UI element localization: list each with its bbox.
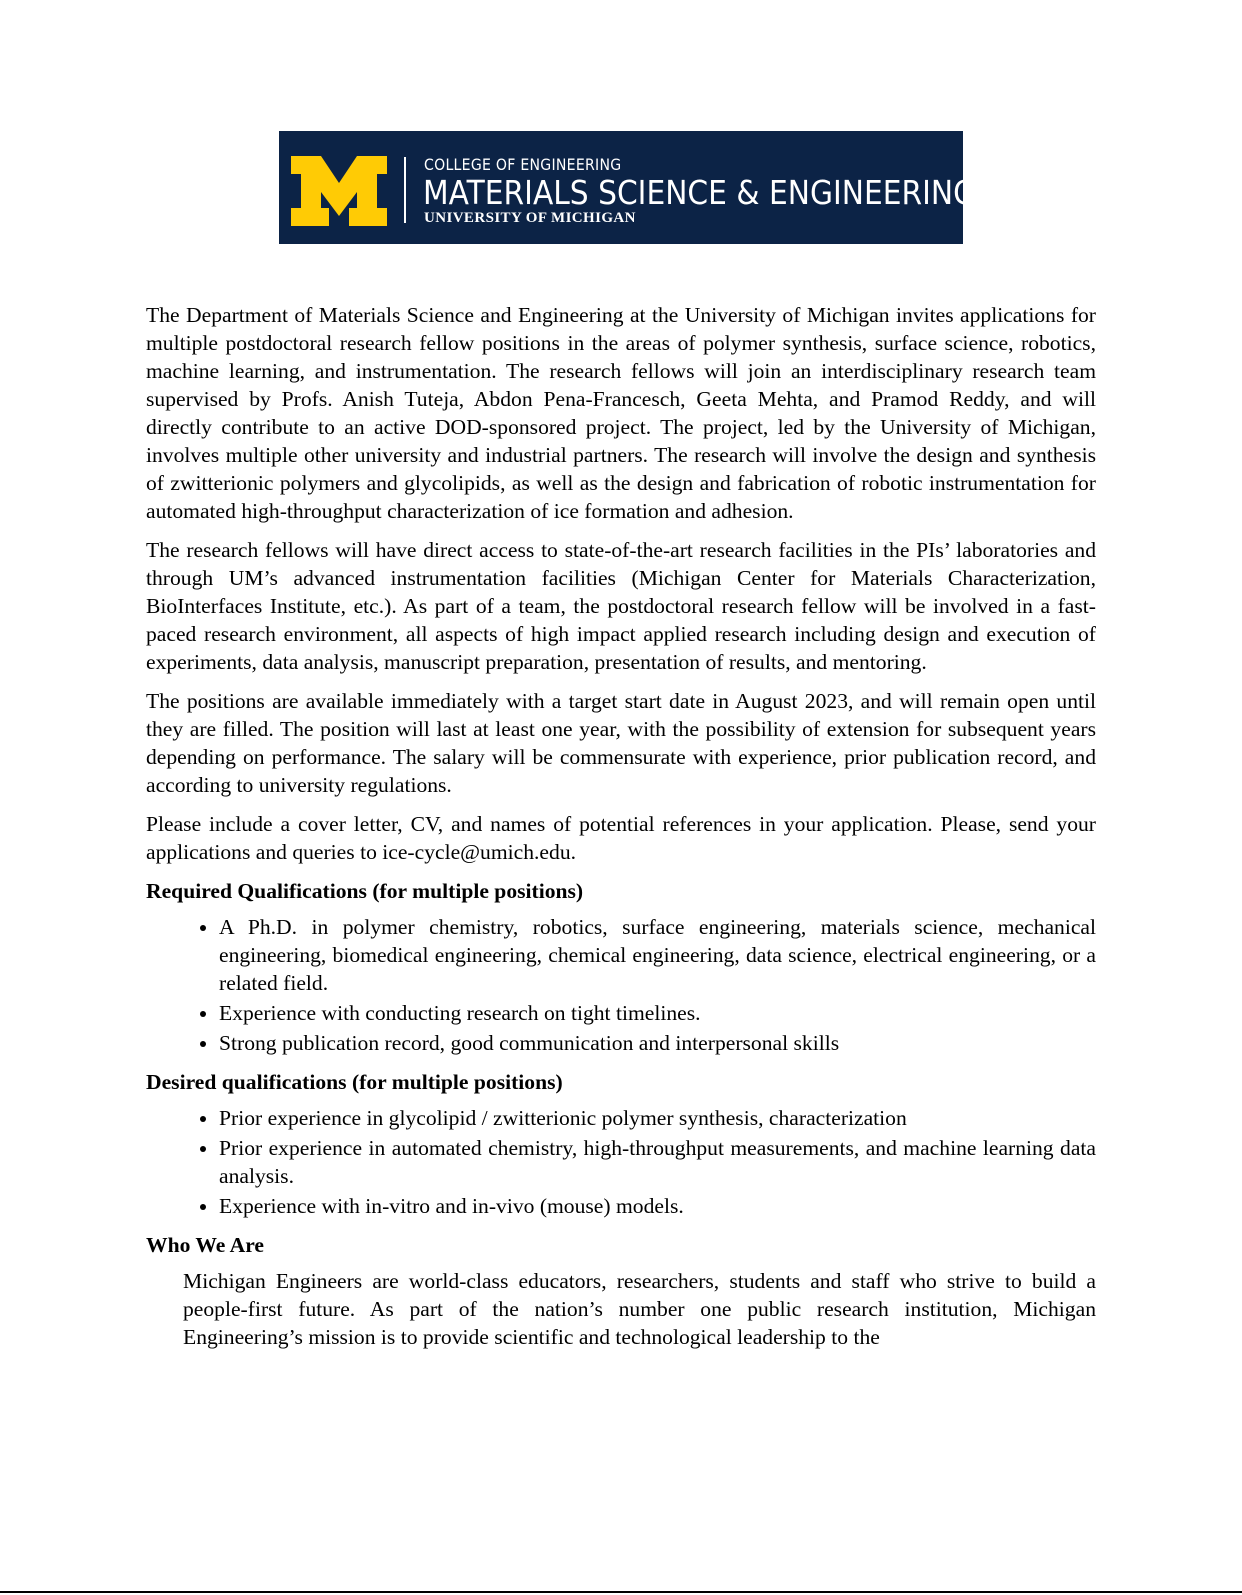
facilities-paragraph: The research fellows will have direct access to state-of-the-art research facilities in the PIs’ laboratories and through UM’s advanced instrumentation facilities (Michigan Center for Materials Characterization, BioInterfaces Institute, etc.). As part of a team, the postdoctoral research fellow will be involved in a fast-paced research environment, all aspects of high impact applied research including design and execution of experiments, data analysis, manuscript preparation, presentation of results, and mentoring. — [146, 538, 1096, 674]
list-item: • Prior experience in automated chemistry, high-throughput measurements, and machine learning data analysis. — [219, 1134, 1096, 1190]
department-name: MATERIALS SCIENCE & ENGINEERING — [423, 173, 977, 212]
list-item: • Experience with in-vitro and in-vivo (mouse) models. — [219, 1192, 1096, 1220]
banner-divider — [404, 157, 406, 223]
list-item: • Experience with conducting research on tight timelines. — [219, 999, 1096, 1027]
intro-paragraph: The Department of Materials Science and Engineering at the University of Michigan invites applications for multiple postdoctoral research fellow positions in the areas of polymer synthesis, surface science, robotics, machine learning, and instrumentation. The research fellows will join an interdisciplinary research team supervised by Profs. Anish Tuteja, Abdon Pena-Francesch, Geeta Mehta, and Pramod Reddy, and will directly contribute to an active DOD-sponsored project. The project, led by the University of Michigan, involves multiple other university and industrial partners. The research will involve the design and synthesis of zwitterionic polymers and glycolipids, as well as the design and fabrication of robotic instrumentation for automated high-throughput characterization of ice formation and adhesion. — [146, 303, 1096, 523]
university-name: UNIVERSITY OF MICHIGAN — [424, 210, 636, 226]
who-we-are-heading: Who We Are — [146, 1233, 264, 1257]
desired-qualifications-heading: Desired qualifications (for multiple positions) — [146, 1070, 563, 1094]
department-banner — [279, 131, 977, 244]
list-item: • A Ph.D. in polymer chemistry, robotics, surface engineering, materials science, mechanical engineering, biomedical engineering, chemical engineering, data science, electrical engineering, or a related field. — [219, 913, 1096, 997]
desired-qualifications-list — [146, 1104, 1096, 1220]
required-qualifications-list — [146, 913, 1096, 1057]
list-item: • Strong publication record, good communication and interpersonal skills — [219, 1029, 1096, 1057]
college-name: COLLEGE OF ENGINEERING — [424, 155, 622, 174]
availability-paragraph: The positions are available immediately with a target start date in August 2023, and will remain open until they are filled. The position will last at least one year, with the possibility of extension for subsequent years depending on performance. The salary will be commensurate with experience, prior publication record, and according to university regulations. — [146, 689, 1096, 797]
who-we-are-paragraph: Michigan Engineers are world-class educators, researchers, students and staff who strive to build a people-first future. As part of the nation’s number one public research institution, Michigan Engineering’s mission is to provide scientific and technological leadership to the — [183, 1269, 1096, 1349]
page-bottom-rule — [0, 1591, 1242, 1593]
block-m-logo-icon — [291, 156, 387, 226]
job-posting-body — [146, 301, 1096, 1362]
list-item: • Prior experience in glycolipid / zwitterionic polymer synthesis, characterization — [219, 1104, 1096, 1132]
required-qualifications-heading: Required Qualifications (for multiple positions) — [146, 879, 584, 903]
application-paragraph: Please include a cover letter, CV, and names of potential references in your application. Please, send your applications and queries to ice-cycle@umich.edu. — [146, 812, 1096, 864]
